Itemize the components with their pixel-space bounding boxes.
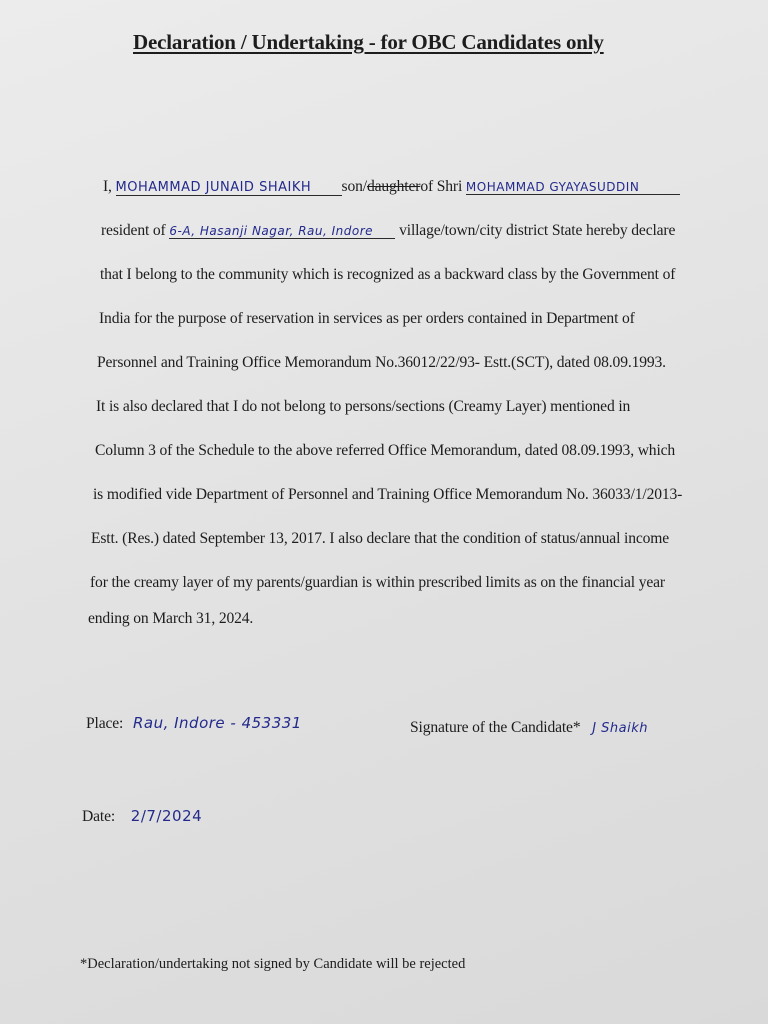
son-text: son/ [341,178,367,195]
declaration-line-11: ending on March 31, 2024. [88,610,254,627]
footnote: *Declaration/undertaking not signed by Candidate will be rejected [80,956,466,972]
candidate-name-field: MOHAMMAD JUNAID SHAIKH [116,181,342,196]
line-2-tail: village/town/city district State hereby declare [399,222,676,239]
resident-of-text: resident of [101,222,166,239]
date-value: 2/7/2024 [130,807,203,825]
daughter-struck-text: daughter [366,178,421,195]
of-shri-text: of Shri [420,178,463,195]
father-name-field: MOHAMMAD GYAYASUDDIN [466,181,680,195]
declaration-line-4: India for the purpose of reservation in services as per orders contained in Department of [99,310,635,327]
signature-label: Signature of the Candidate* [410,719,581,736]
declaration-line-10: for the creamy layer of my parents/guardian is within prescribed limits as on the financial year [90,574,665,591]
place-value: Rau, Indore - 453331 [132,714,302,732]
date-label: Date: [82,808,116,825]
declaration-line-7: Column 3 of the Schedule to the above referred Office Memorandum, dated 08.09.1993, which [95,442,676,459]
address-field: 6-A, Hasanji Nagar, Rau, Indore [169,225,395,239]
place-label: Place: [86,715,124,732]
declaration-line-3: that I belong to the community which is recognized as a backward class by the Government of [100,266,676,283]
declaration-line-9: Estt. (Res.) dated September 13, 2017. I also declare that the condition of status/annual income [91,530,670,547]
prefix-text: I, [103,178,112,195]
declaration-line-8: is modified vide Department of Personnel and Training Office Memorandum No. 36033/1/2013- [93,486,683,503]
declaration-line-2 [101,222,675,240]
place-row [86,714,302,733]
declaration-line-5: Personnel and Training Office Memorandum No.36012/22/93- Estt.(SCT), dated 08.09.1993. [97,354,666,371]
date-row [82,807,202,826]
signature-value: J Shaikh [592,721,649,736]
declaration-line-6: It is also declared that I do not belong to persons/sections (Creamy Layer) mentioned in [96,398,631,415]
declaration-line-1 [103,178,680,196]
page-title: Declaration / Undertaking - for OBC Candidates only [133,30,604,54]
signature-row [410,719,648,737]
